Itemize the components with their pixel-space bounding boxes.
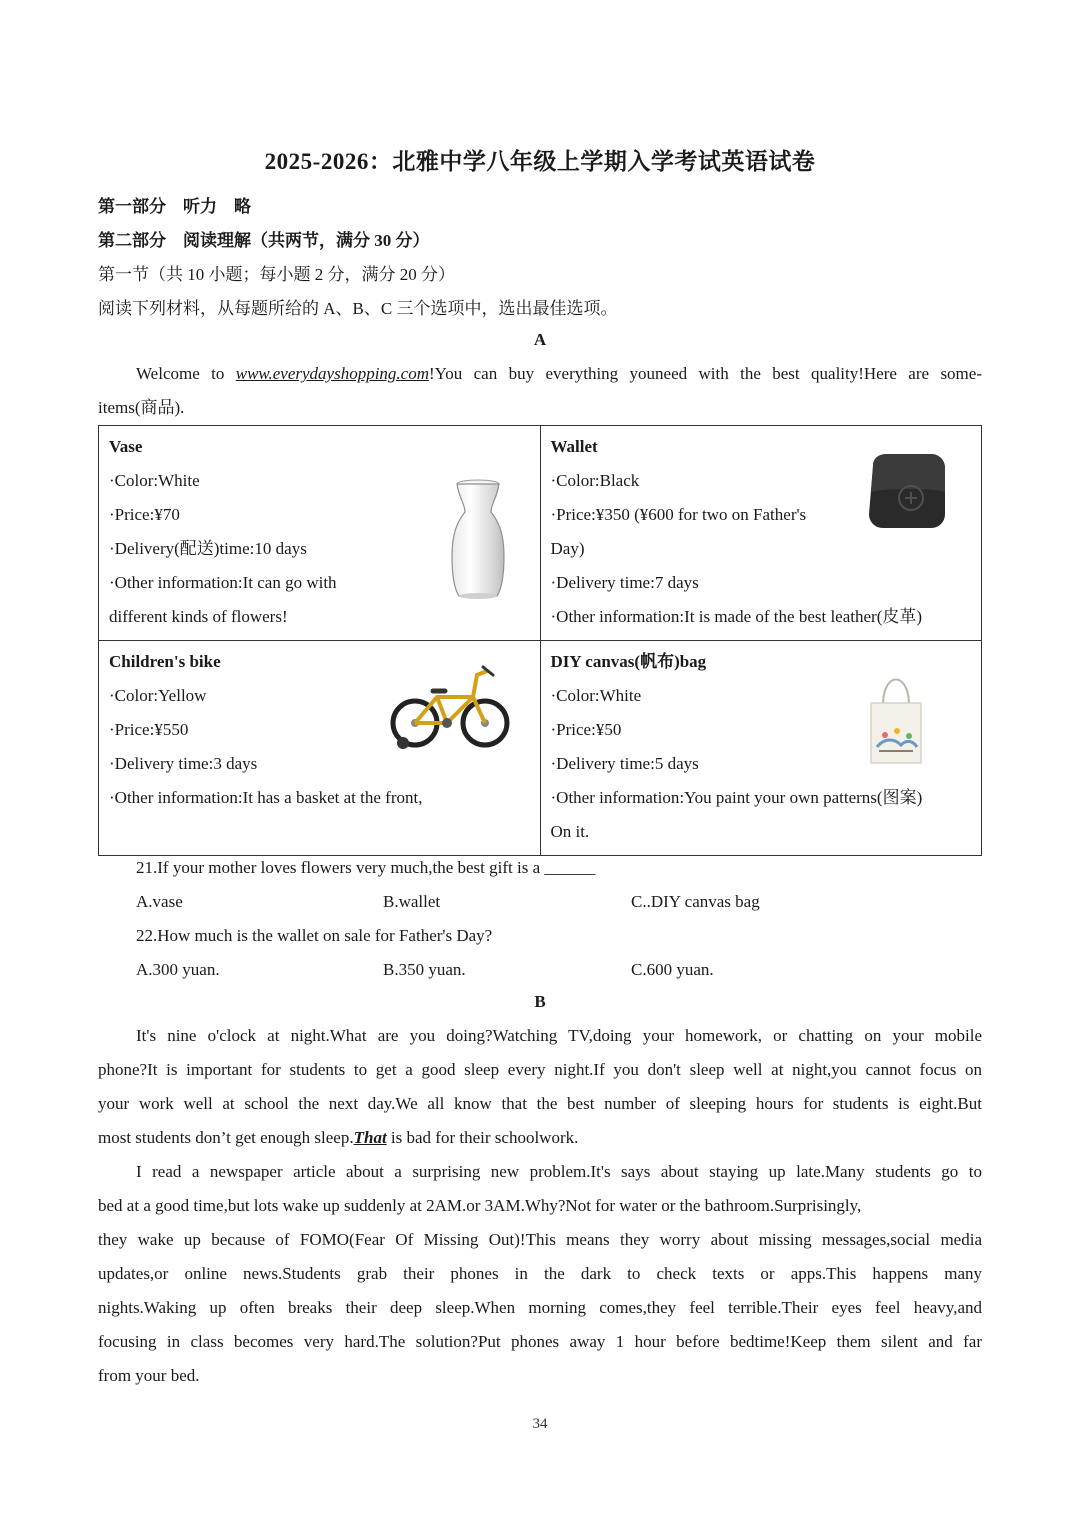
text-line: phone?It is important for students to get a good sleep every night.If you don't sleep well at night,you cannot focus on: [98, 1060, 982, 1079]
question-22: [136, 919, 956, 953]
canvas-bag-image: [867, 663, 925, 765]
passage-b-paragraph-2: [98, 1155, 982, 1393]
text-line: they wake up because of FOMO(Fear Of Missing Out)!This means they worry about missing messages,social media: [98, 1230, 982, 1249]
option-c[interactable]: C..DIY canvas bag: [631, 892, 760, 911]
page-number: 34: [532, 1416, 548, 1432]
text-line: nights.Waking up often breaks their deep sleep.When morning comes,they feel terrible.Their eyes feel heavy,and: [98, 1298, 982, 1317]
text-line: [98, 1121, 982, 1155]
text-line: It's nine o'clock at night.What are you doing?Watching TV,doing your homework, or chatting on your mobile: [136, 1026, 982, 1045]
item-detail: ·Price:¥70: [109, 505, 180, 524]
option-c[interactable]: C.600 yuan.: [631, 960, 714, 979]
item-cell-bike: [99, 641, 541, 856]
text-line: focusing in class becomes very hard.The solution?Put phones away 1 hour before bedtime!Keep them silent and far: [98, 1332, 982, 1351]
item-detail: ·Delivery(配送)time:10 days: [109, 539, 307, 558]
items-table: [98, 425, 982, 856]
item-cell-wallet: [540, 426, 982, 641]
item-detail: ·Color:Black: [550, 471, 640, 490]
item-cell-canvas-bag: [540, 641, 982, 856]
part1-heading: 第一部分 听力 略: [98, 197, 251, 216]
intro-text: Welcome to: [136, 364, 236, 383]
item-detail: ·Delivery time:3 days: [109, 754, 258, 773]
item-name: Wallet: [550, 437, 598, 456]
text-segment: most students don’t get enough sleep.: [98, 1128, 354, 1147]
bike-image: [389, 663, 511, 753]
item-name: DIY canvas(帆布)bag: [550, 652, 707, 671]
text-line: your work well at school the next day.We all know that the best number of sleeping hours for students is eight.But: [98, 1094, 982, 1113]
text-line: updates,or online news.Students grab their phones in the dark to check texts or apps.This happens many: [98, 1264, 982, 1283]
item-detail: ·Color:Yellow: [109, 686, 207, 705]
item-detail: ·Other information:It can go with: [109, 573, 337, 592]
text-line: from your bed.: [98, 1366, 200, 1385]
item-detail: ·Delivery time:5 days: [550, 754, 699, 773]
item-detail: ·Color:White: [550, 686, 642, 705]
item-detail: ·Price:¥50: [550, 720, 622, 739]
website-link[interactable]: www.everydayshopping.com: [235, 364, 430, 383]
instruction: 阅读下列材料，从每题所给的 A、B、C 三个选项中，选出最佳选项。: [98, 299, 618, 318]
item-name: Children's bike: [109, 652, 221, 671]
exam-title: 2025-2026：北雅中学八年级上学期入学考试英语试卷: [264, 149, 816, 174]
option-b[interactable]: B.350 yuan.: [383, 960, 466, 979]
question-stem: 21.If your mother loves flowers very much,the best gift is a ______: [136, 858, 596, 877]
item-detail: ·Other information:It is made of the best leather(皮革): [550, 607, 923, 626]
vase-image: [447, 478, 509, 600]
question-stem: 22.How much is the wallet on sale for Father's Day?: [136, 926, 493, 945]
item-detail: Day): [550, 539, 585, 558]
intro-line-1: [98, 357, 982, 391]
option-a[interactable]: A.300 yuan.: [136, 960, 220, 979]
item-detail: ·Delivery time:7 days: [550, 573, 699, 592]
option-b[interactable]: B.wallet: [383, 892, 441, 911]
questions-a: [136, 851, 956, 987]
item-detail: ·Other information:You paint your own patterns(图案): [550, 788, 923, 807]
text-line: bed at a good time,but lots wake up suddenly at 2AM.or 3AM.Why?Not for water or the bathroom.Surprisingly,: [98, 1196, 862, 1215]
question-22-options: [136, 953, 956, 987]
underlined-word-that: That: [353, 1128, 387, 1147]
item-detail: ·Price:¥350 (¥600 for two on Father's: [550, 505, 807, 524]
item-detail: ·Price:¥550: [109, 720, 189, 739]
part2-heading: 第二部分 阅读理解（共两节，满分 30 分）: [98, 231, 430, 250]
item-detail: On it.: [550, 822, 590, 841]
item-detail: ·Color:White: [109, 471, 200, 490]
item-detail: ·Other information:It has a basket at the front,: [109, 788, 423, 807]
text-line: I read a newspaper article about a surprising new problem.It's says about staying up late.Many students go to: [136, 1162, 982, 1181]
question-21: [136, 851, 956, 885]
passage-b-heading: B: [534, 992, 546, 1011]
intro-line-2: items(商品).: [98, 398, 185, 417]
item-detail: different kinds of flowers!: [109, 607, 288, 626]
question-21-options: [136, 885, 956, 919]
text-segment: is bad for their schoolwork.: [386, 1128, 579, 1147]
section1-heading: 第一节（共 10 小题；每小题 2 分，满分 20 分）: [98, 265, 455, 284]
item-cell-vase: [99, 426, 541, 641]
passage-b-paragraph-1: [98, 1019, 982, 1155]
item-name: Vase: [109, 437, 143, 456]
wallet-image: [865, 452, 949, 530]
passage-a-heading: A: [533, 330, 547, 349]
passage-a-intro: [98, 357, 982, 425]
option-a[interactable]: A.vase: [136, 892, 183, 911]
intro-text-after: !You can buy everything youneed with the best quality!Here are some-: [429, 364, 982, 383]
